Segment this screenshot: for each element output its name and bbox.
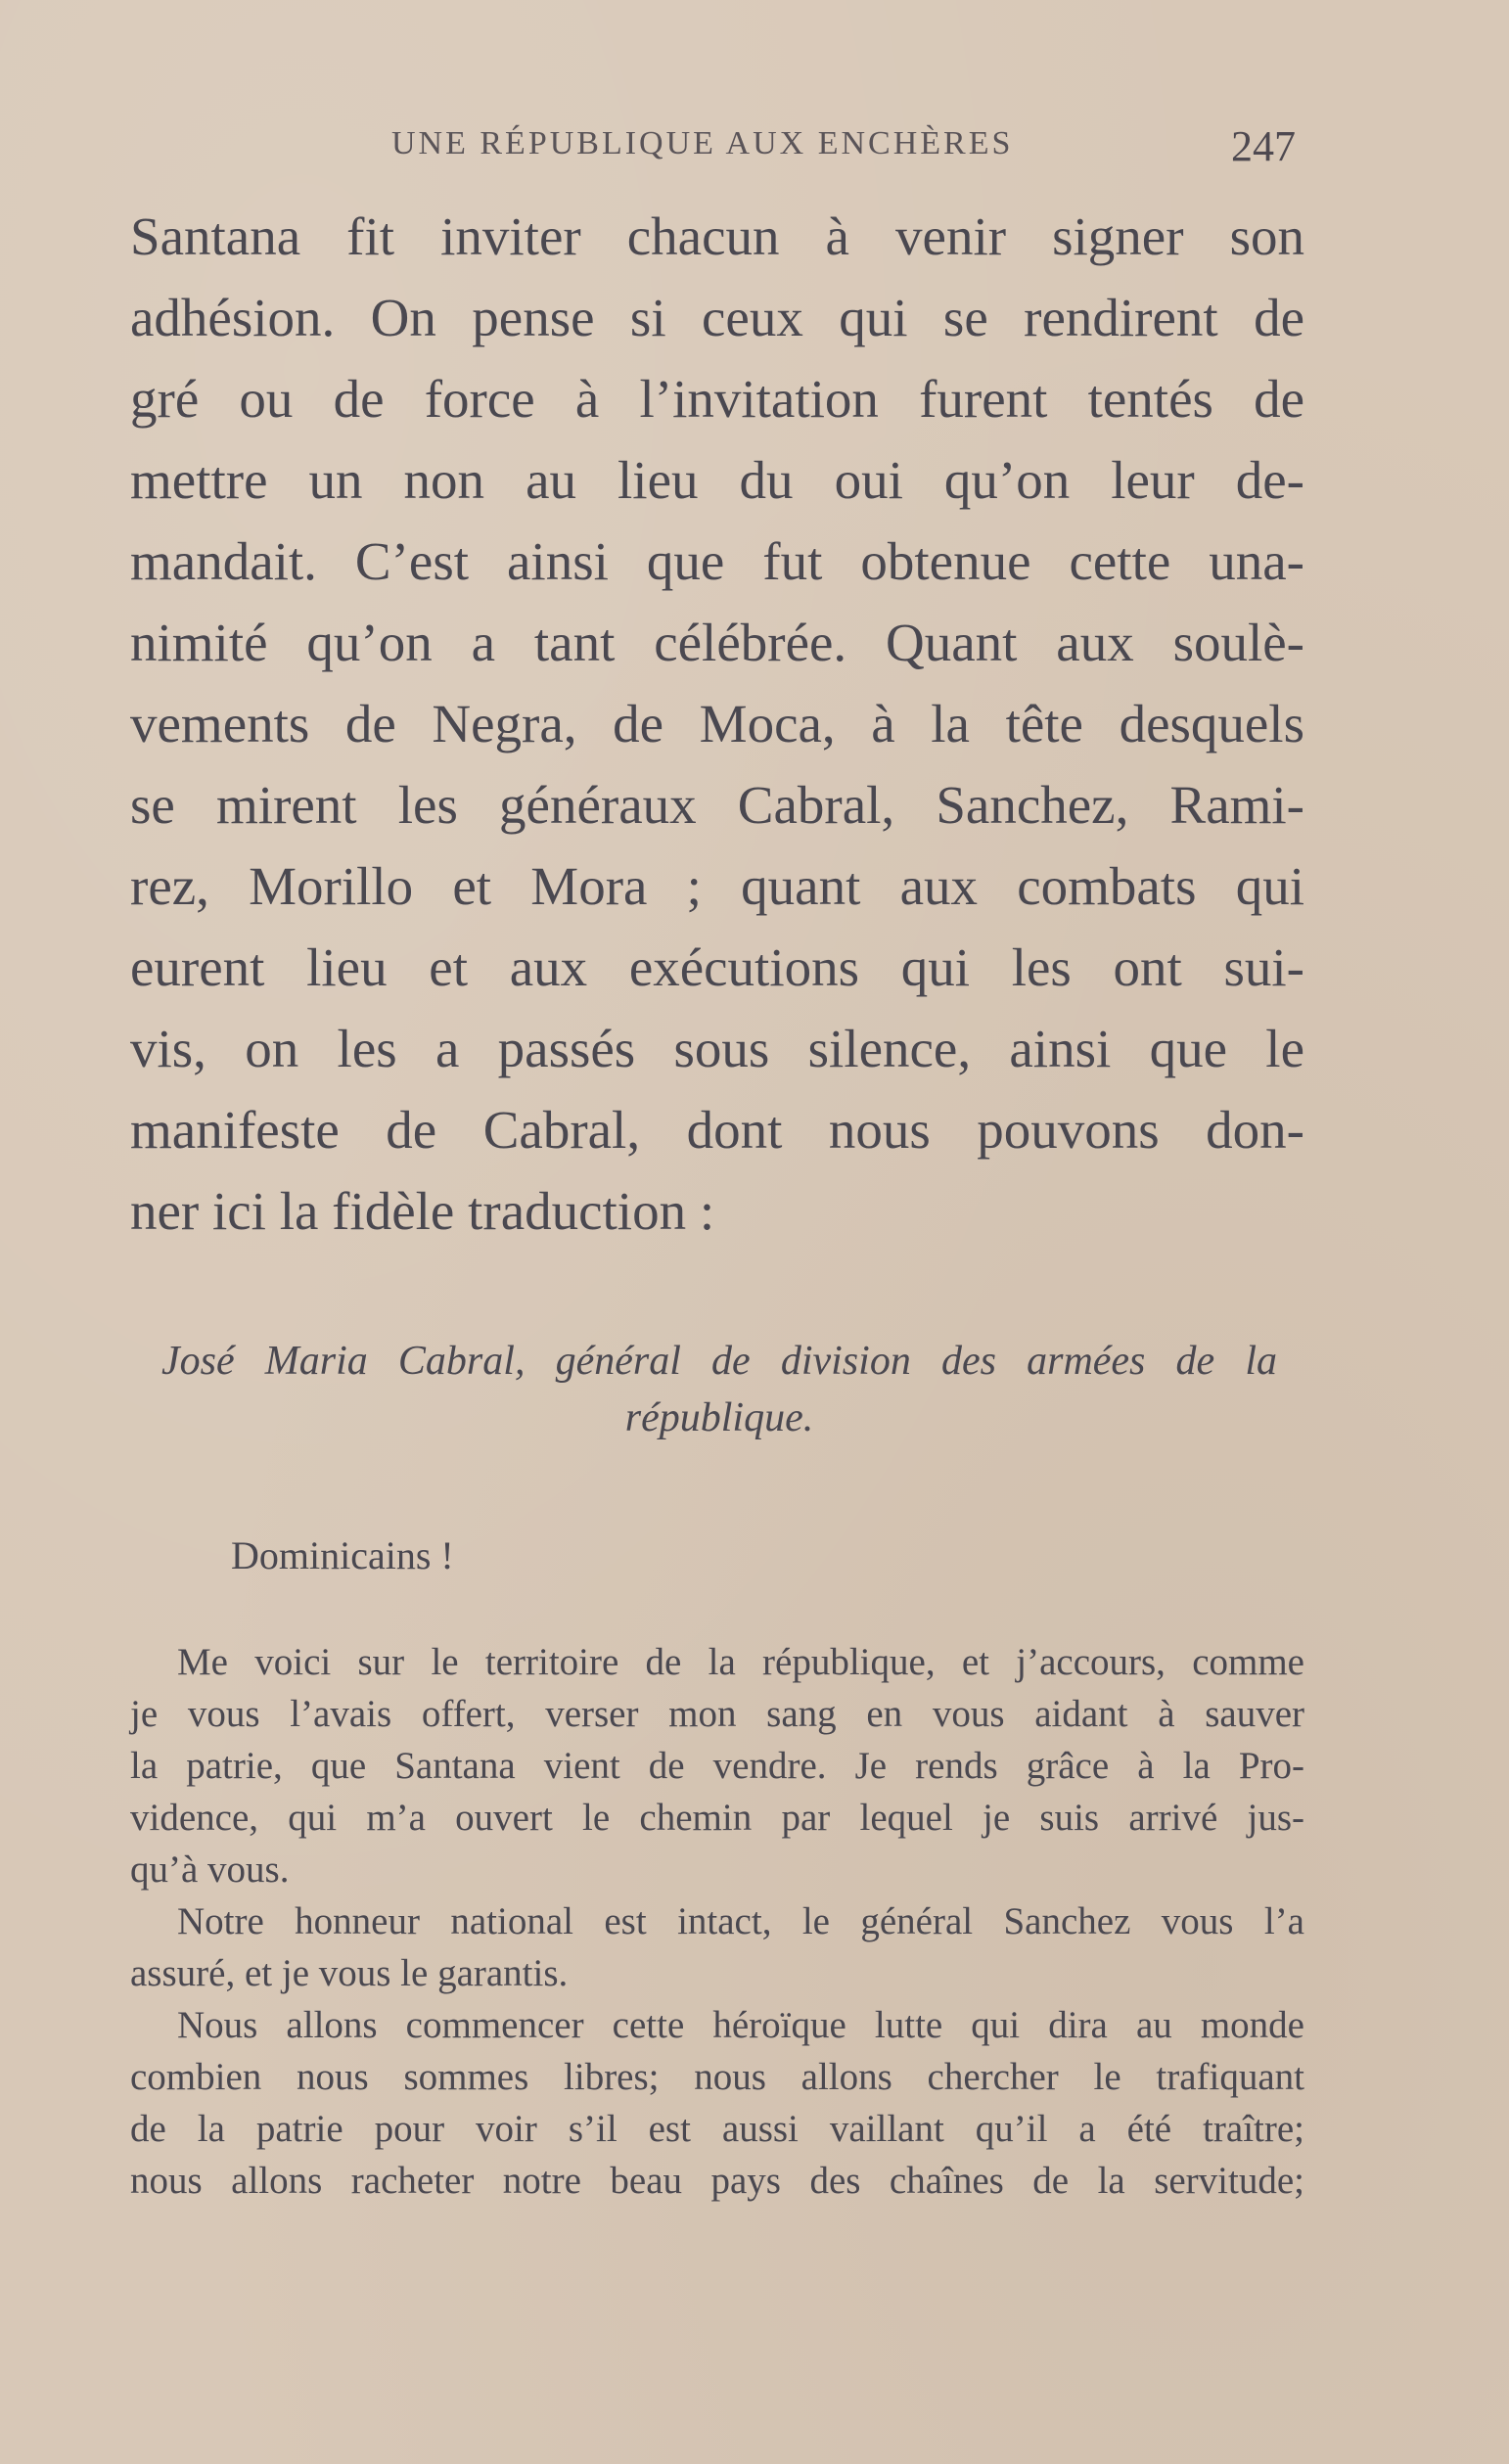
- manifesto-salutation: Dominicains !: [231, 1533, 454, 1577]
- quote-line: nous allons racheter notre beau pays des chaînes de la servitude;: [130, 2160, 1304, 2202]
- text-line: gré ou de force à l’invitation furent tentés de: [130, 369, 1304, 429]
- quote-line: de la patrie pour voir s’il est aussi vaillant qu’il a été traître;: [130, 2108, 1304, 2150]
- manifesto-heading-line: José Maria Cabral, général de division des armées de la: [161, 1339, 1277, 1384]
- quote-line: la patrie, que Santana vient de vendre. Je rends grâce à la Pro-: [130, 1745, 1304, 1787]
- text-line: vis, on les a passés sous silence, ainsi que le: [130, 1019, 1304, 1078]
- main-paragraph: [130, 196, 1304, 1252]
- page-number: 247: [1231, 122, 1296, 170]
- manifesto-body: [130, 1636, 1304, 2207]
- text-line: eurent lieu et aux exécutions qui les ont sui-: [130, 937, 1304, 997]
- text-line: adhésion. On pense si ceux qui se rendirent de: [130, 288, 1304, 347]
- quote-line: assuré, et je vous le garantis.: [130, 1952, 569, 1994]
- quote-line: qu’à vous.: [130, 1848, 290, 1891]
- quote-line: vidence, qui m’a ouvert le chemin par lequel je suis arrivé jus-: [130, 1797, 1304, 1839]
- text-line: se mirent les généraux Cabral, Sanchez, Rami-: [130, 775, 1304, 835]
- text-line: mandait. C’est ainsi que fut obtenue cette una-: [130, 531, 1304, 591]
- quote-line: Me voici sur le territoire de la république, et j’accours, comme: [177, 1641, 1304, 1683]
- text-line: Santana fit inviter chacun à venir signer son: [130, 206, 1304, 266]
- quote-line: combien nous sommes libres; nous allons chercher le trafiquant: [130, 2056, 1304, 2098]
- manifesto-heading-line: république.: [624, 1395, 814, 1440]
- text-line: mettre un non au lieu du oui qu’on leur de-: [130, 450, 1304, 510]
- text-line: nimité qu’on a tant célébrée. Quant aux soulè-: [130, 613, 1304, 672]
- manifesto-heading: [161, 1333, 1277, 1446]
- text-line: vements de Negra, de Moca, à la tête desquels: [130, 694, 1304, 753]
- text-line: rez, Morillo et Mora ; quant aux combats qui: [130, 856, 1304, 916]
- text-line: ner ici la fidèle traduction :: [130, 1181, 715, 1241]
- running-head-title: UNE RÉPUBLIQUE AUX ENCHÈRES: [391, 125, 1014, 161]
- quote-line: je vous l’avais offert, verser mon sang en vous aidant à sauver: [130, 1693, 1304, 1735]
- quote-line: Nous allons commencer cette héroïque lutte qui dira au monde: [177, 2004, 1304, 2046]
- quote-line: Notre honneur national est intact, le général Sanchez vous l’a: [177, 1900, 1304, 1942]
- text-line: manifeste de Cabral, dont nous pouvons don-: [130, 1100, 1304, 1160]
